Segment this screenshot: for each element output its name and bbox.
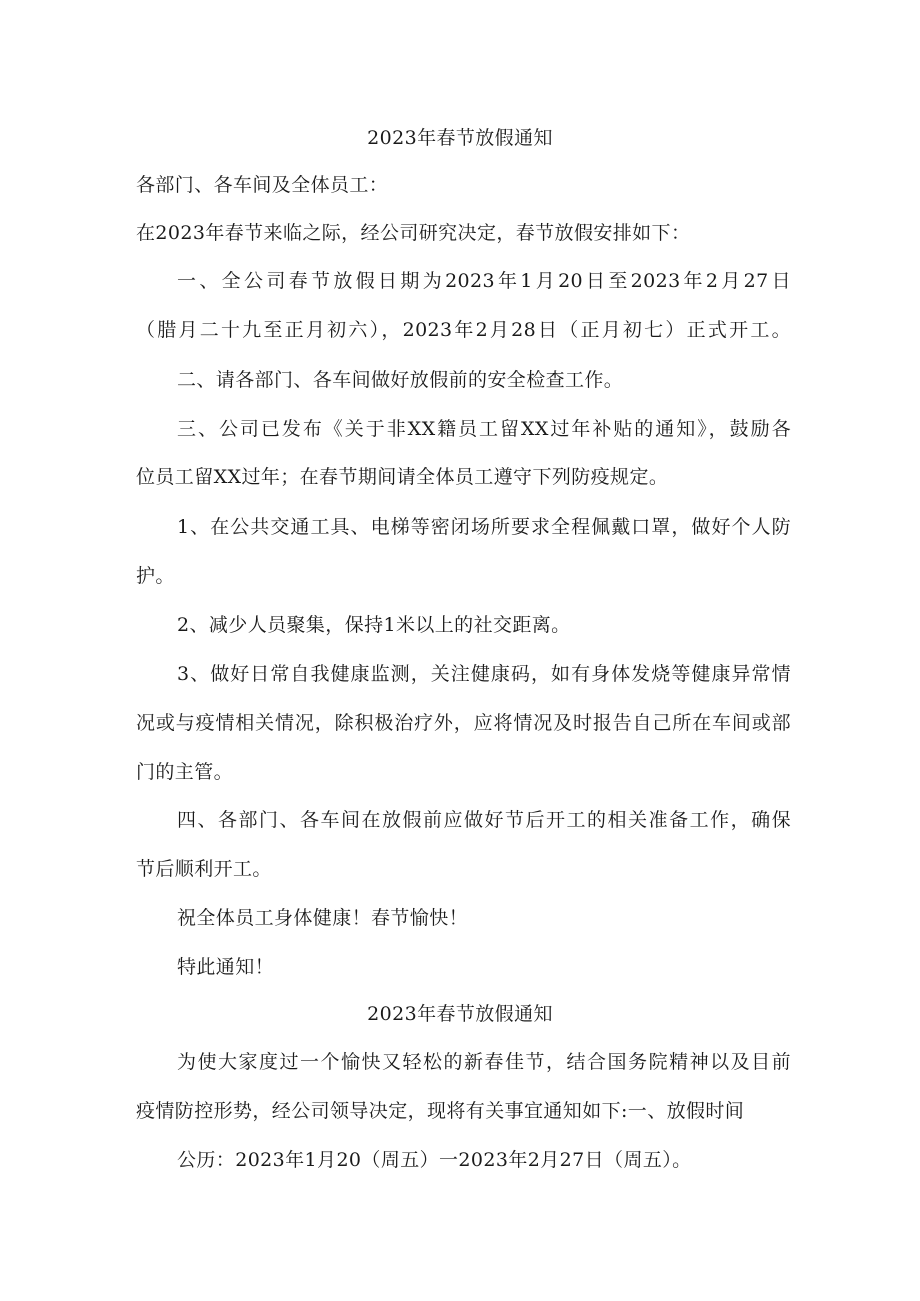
rule-1-line-1: 1、在公共交通工具、电梯等密闭场所要求全程佩戴口罩，做好个人防: [177, 516, 791, 538]
rule-3-line-3: 门的主管。: [136, 761, 234, 783]
notice-2-paragraph-line-1: 为使大家度过一个愉快又轻松的新春佳节，结合国务院精神以及目前: [177, 1051, 791, 1073]
item-1-line-1: 一、全公司春节放假日期为2023年1月20日至2023年2月27日: [177, 270, 791, 292]
notice-title: 2023年春节放假通知: [367, 127, 553, 149]
intro-paragraph: 在2023年春节来临之际，经公司研究决定，春节放假安排如下：: [136, 222, 691, 244]
closing: 特此通知！: [177, 956, 275, 978]
notice-2-title: 2023年春节放假通知: [367, 1003, 553, 1025]
item-4-line-2: 节后顺利开工。: [136, 858, 272, 880]
rule-3-line-2: 况或与疫情相关情况，除积极治疗外，应将情况及时报告自己所在车间或部: [136, 712, 791, 734]
wishes: 祝全体员工身体健康！春节愉快！: [177, 907, 469, 929]
item-4-line-1: 四、各部门、各车间在放假前应做好节后开工的相关准备工作，确保: [177, 809, 791, 831]
item-1-line-2: （腊月二十九至正月初六），2023年2月28日（正月初七）正式开工。: [136, 319, 791, 341]
rule-2: 2、减少人员聚集，保持1米以上的社交距离。: [177, 614, 571, 636]
item-2: 二、请各部门、各车间做好放假前的安全检查工作。: [177, 369, 624, 391]
rule-3-line-1: 3、做好日常自我健康监测，关注健康码，如有身体发烧等健康异常情: [177, 663, 791, 685]
rule-1-line-2: 护。: [136, 565, 175, 587]
notice-2-calendar: 公历：2023年1月20（周五）一2023年2月27日（周五）。: [177, 1149, 692, 1171]
notice-2-paragraph-line-2: 疫情防控形势，经公司领导决定，现将有关事宜通知如下:一、放假时间: [136, 1100, 745, 1122]
salutation: 各部门、各车间及全体员工：: [136, 174, 389, 196]
item-3-line-2: 位员工留XX过年；在春节期间请全体员工遵守下列防疫规定。: [136, 466, 669, 488]
item-3-line-1: 三、公司已发布《关于非XX籍员工留XX过年补贴的通知》，鼓励各: [177, 418, 791, 440]
